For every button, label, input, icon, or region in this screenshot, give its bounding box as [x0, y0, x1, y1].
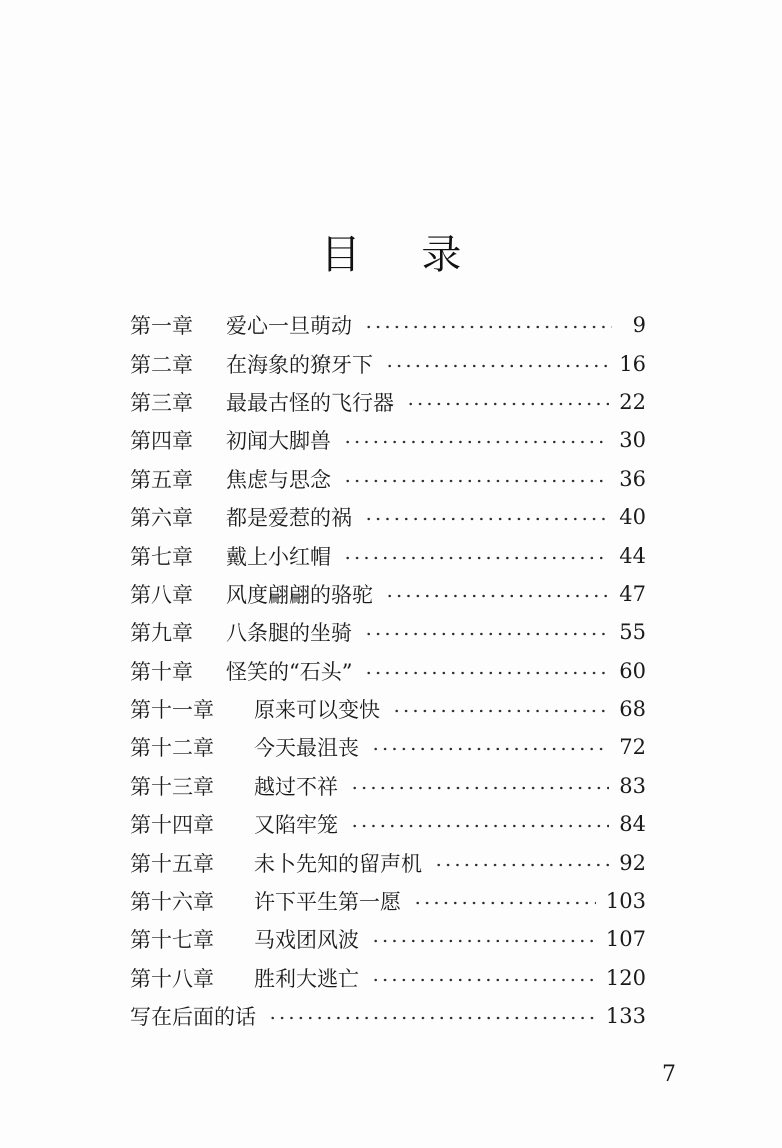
toc-page-number: 92: [619, 850, 646, 875]
toc-chapter-title: 都是爱惹的祸: [226, 506, 352, 531]
toc-chapter-number: 第十章: [130, 659, 193, 684]
toc-entry[interactable]: [130, 767, 646, 805]
toc-entry[interactable]: [130, 997, 646, 1035]
toc-chapter-title: 越过不祥: [254, 774, 338, 799]
toc-dot-leader: [371, 938, 596, 944]
toc-entry[interactable]: [130, 882, 646, 920]
toc-dot-leader: [350, 823, 609, 829]
toc-entry[interactable]: [130, 613, 646, 651]
toc-entry[interactable]: [130, 728, 646, 766]
toc-chapter-number: 第十六章: [130, 890, 214, 915]
toc-dot-leader: [364, 516, 609, 522]
toc-dot-leader: [385, 593, 609, 599]
toc-entry[interactable]: [130, 460, 646, 498]
toc-chapter-number: 第四章: [130, 429, 193, 454]
toc-dot-leader: [413, 900, 596, 906]
toc-entry[interactable]: [130, 421, 646, 459]
toc-chapter-number: 第十三章: [130, 774, 214, 799]
toc-chapter-number: 第五章: [130, 467, 193, 492]
toc-chapter-number: 第十八章: [130, 966, 214, 991]
toc-entry[interactable]: [130, 306, 646, 344]
toc-dot-leader: [371, 977, 596, 983]
toc-chapter-number: 第二章: [130, 352, 193, 377]
toc-dot-leader: [343, 555, 609, 561]
toc-page-number: 9: [632, 313, 646, 338]
toc-chapter-title: 马戏团风波: [254, 928, 359, 953]
toc-chapter-title: 今天最沮丧: [254, 736, 359, 761]
toc-chapter-number: 第十五章: [130, 851, 214, 876]
toc-chapter-number: 第十二章: [130, 736, 214, 761]
toc-chapter-number: 第七章: [130, 544, 193, 569]
toc-dot-leader: [268, 1015, 596, 1021]
page-number: 7: [662, 1062, 676, 1087]
toc-dot-leader: [406, 401, 609, 407]
toc-dot-leader: [385, 363, 609, 369]
toc-entry[interactable]: [130, 690, 646, 728]
toc-page-number: 120: [605, 965, 646, 990]
toc-entry[interactable]: [130, 959, 646, 997]
toc-chapter-title: 胜利大逃亡: [254, 966, 359, 991]
toc-entry[interactable]: [130, 805, 646, 843]
toc-chapter-title: 许下平生第一愿: [254, 890, 401, 915]
toc-page-number: 72: [619, 735, 646, 760]
toc-chapter-title: 八条腿的坐骑: [226, 621, 352, 646]
toc-entry[interactable]: [130, 536, 646, 574]
toc-entry[interactable]: [130, 383, 646, 421]
toc-chapter-title: 在海象的獠牙下: [226, 352, 373, 377]
toc-chapter-title: 风度翩翩的骆驼: [226, 582, 373, 607]
toc-page-number: 68: [619, 697, 646, 722]
toc-chapter-title: 戴上小红帽: [226, 544, 331, 569]
toc-chapter-title: 爱心一旦萌动: [226, 314, 352, 339]
toc-page-number: 60: [619, 658, 646, 683]
toc-page-number: 47: [619, 581, 646, 606]
toc-entry[interactable]: [130, 575, 646, 613]
toc-chapter-number: 第三章: [130, 390, 193, 415]
toc-chapter-number: 第一章: [130, 314, 193, 339]
toc-chapter-number: 第十四章: [130, 813, 214, 838]
toc-page-number: 133: [605, 1004, 646, 1029]
toc-entry[interactable]: [130, 920, 646, 958]
toc-chapter-number: 第九章: [130, 621, 193, 646]
toc-page-number: 107: [605, 927, 646, 952]
toc-chapter-title: 未卜先知的留声机: [254, 851, 422, 876]
table-of-contents: [130, 306, 646, 1035]
toc-page-number: 30: [619, 428, 646, 453]
toc-chapter-number: 第十七章: [130, 928, 214, 953]
toc-page-number: 83: [619, 773, 646, 798]
toc-page-number: 40: [619, 505, 646, 530]
toc-dot-leader: [364, 670, 609, 676]
toc-chapter-title: 原来可以变快: [254, 698, 380, 723]
toc-chapter-number: 第六章: [130, 506, 193, 531]
toc-page-number: 22: [619, 389, 646, 414]
toc-chapter-title: 又陷牢笼: [254, 813, 338, 838]
toc-dot-leader: [350, 785, 609, 791]
toc-page-number: 44: [619, 543, 646, 568]
toc-dot-leader: [343, 478, 609, 484]
toc-dot-leader: [364, 324, 612, 330]
toc-page-number: 16: [619, 351, 646, 376]
toc-dot-leader: [343, 439, 609, 445]
toc-dot-leader: [434, 862, 609, 868]
toc-dot-leader: [371, 746, 609, 752]
toc-chapter-title: 焦虑与思念: [226, 467, 331, 492]
toc-chapter-title: 初闻大脚兽: [226, 429, 331, 454]
toc-page-number: 55: [619, 620, 646, 645]
toc-chapter-title: 怪笑的“石头”: [226, 659, 353, 684]
toc-entry[interactable]: [130, 344, 646, 382]
toc-entry[interactable]: [130, 843, 646, 881]
toc-chapter-title: 最最古怪的飞行器: [226, 390, 394, 415]
toc-page-number: 103: [605, 889, 646, 914]
toc-entry[interactable]: [130, 652, 646, 690]
toc-entry[interactable]: [130, 498, 646, 536]
toc-dot-leader: [392, 708, 609, 714]
toc-page-number: 36: [619, 466, 646, 491]
toc-chapter-number: 第八章: [130, 582, 193, 607]
toc-dot-leader: [364, 631, 609, 637]
toc-page-number: 84: [619, 812, 646, 837]
toc-title: 目 录: [320, 231, 486, 278]
toc-chapter-number: 第十一章: [130, 698, 214, 723]
toc-chapter-title: 写在后面的话: [130, 1005, 256, 1030]
